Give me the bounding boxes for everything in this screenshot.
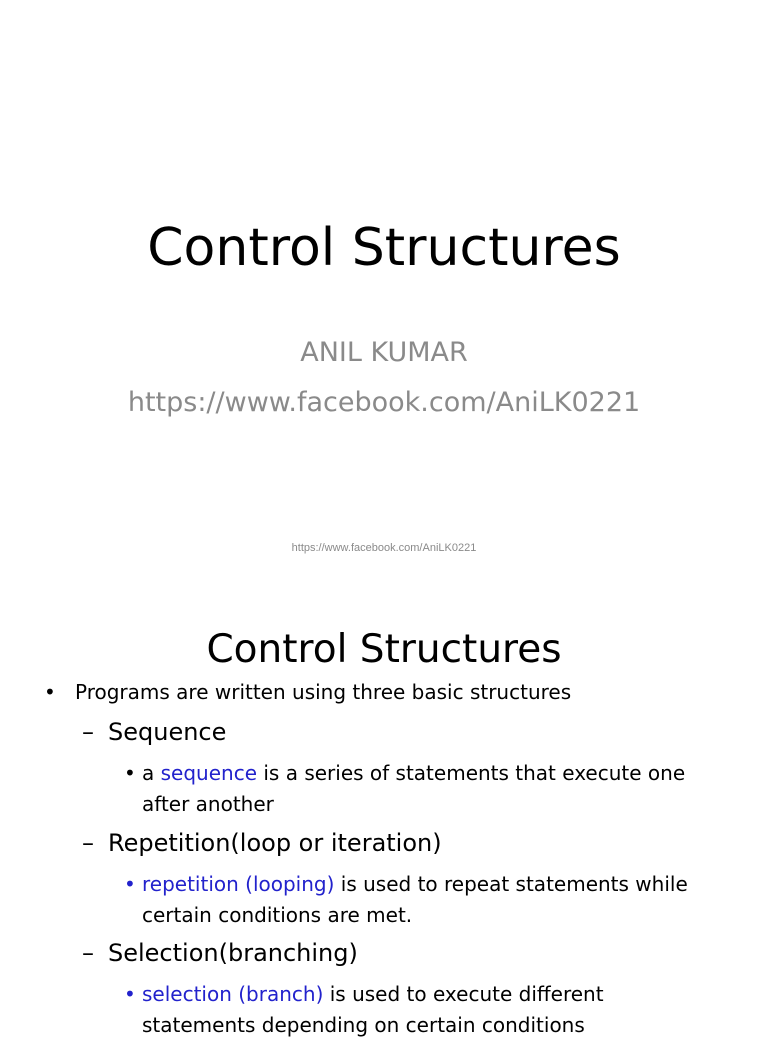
item-description [142,982,604,1006]
description-rest: is used to repeat statements while [334,872,688,896]
item-description [142,761,685,785]
author-name: ANIL KUMAR [300,337,468,368]
slide-title: Control Structures [147,218,621,278]
item-description [142,872,688,896]
keyword: sequence [160,761,258,785]
description-line2: statements depending on certain conditions [142,1013,585,1037]
item-heading: Selection(branching) [108,939,358,967]
bullet-icon: • [124,872,136,896]
keyword-prefix: a [142,761,161,785]
dash-icon: – [82,939,94,967]
intro-text: Programs are written using three basic structures [75,680,572,704]
description-rest: is used to execute different [323,982,604,1006]
author-url: https://www.facebook.com/AniLK0221 [127,387,641,418]
item-heading: Sequence [108,718,227,746]
footer-url: https://www.facebook.com/AniLK0221 [291,542,477,554]
item-heading: Repetition(loop or iteration) [108,829,442,857]
keyword: selection (branch) [142,982,324,1006]
bullet-icon: • [124,761,136,785]
bullet-icon: • [124,982,136,1006]
description-line2: certain conditions are met. [142,903,413,927]
dash-icon: – [82,829,94,857]
description-rest: is a series of statements that execute one [257,761,686,785]
content-slide [0,576,768,1037]
description-line2: after another [142,792,274,816]
dash-icon: – [82,718,94,746]
slide-title: Control Structures [206,627,562,672]
bullet-icon: • [44,680,56,704]
keyword: repetition (looping) [142,872,335,896]
